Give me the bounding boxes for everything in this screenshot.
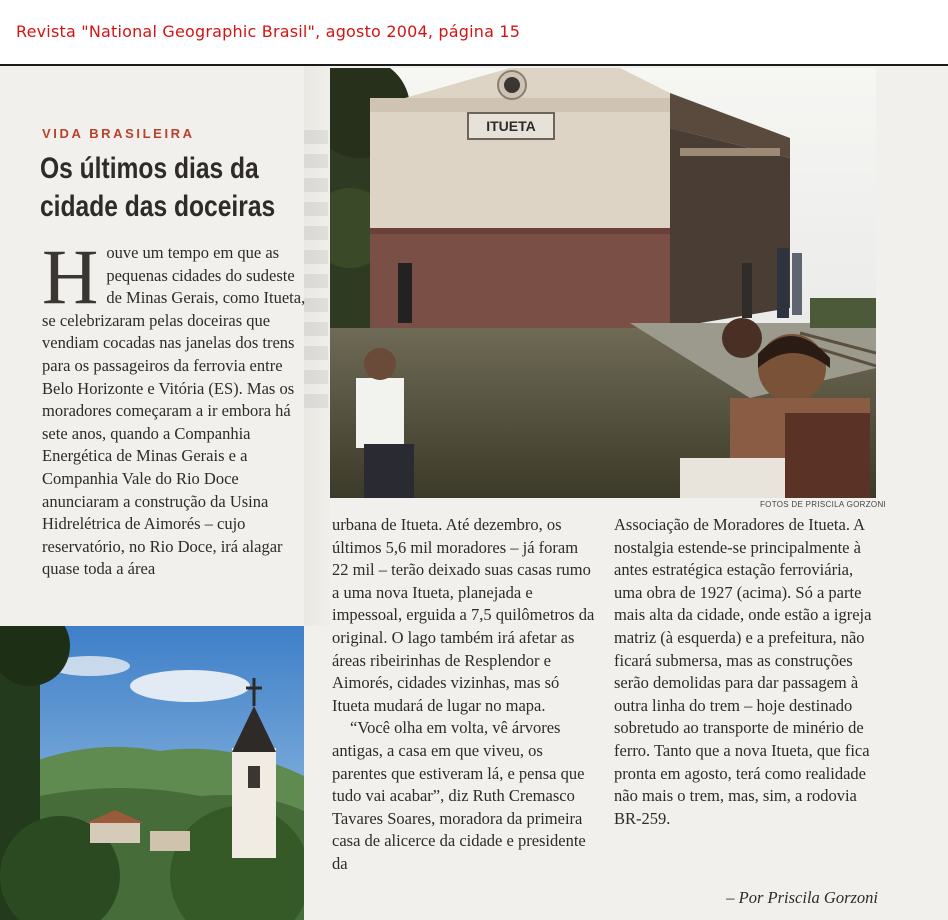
church-photo (0, 626, 304, 920)
station-sign: ITUETA (486, 118, 536, 134)
headline-line-2: cidade das doceiras (40, 190, 276, 223)
photo-credit: FOTOS DE PRISCILA GORZONI (760, 500, 887, 509)
column-2-paragraph-2: “Você olha em volta, vê árvores antigas, a casa em que viveu, os parentes que estiveram lá, e pensa que tudo vai acabar”, diz Ruth Cremasco Tavares Soares, moradora da primeira casa de alicerce da cidade e presidente da (332, 718, 586, 873)
source-caption-bar (0, 0, 948, 66)
article-column-2 (332, 514, 596, 876)
column-3-text: Associação de Moradores de Itueta. A nostalgia estende-se principalmente à antes estratégica estação ferroviária, uma obra de 1927 (acima). Só a parte mais alta da cidade, onde estão a igreja matriz (à esquerda) e a prefeitura, não ficará submersa, mas as construções serão demolidas para dar passagem à outra linha do trem – hoje destinado sobretudo ao transporte de minério de ferro. Tanto que a nova Itueta, que fica pronta em agosto, terá como realidade não mais o trem, mas, sim, a rodovia BR-259. (614, 515, 872, 828)
article-headline (40, 150, 276, 226)
article-column-3 (614, 514, 880, 830)
source-caption: Revista "National Geographic Brasil", agosto 2004, página 15 (16, 22, 521, 41)
column-1-text: ouve um tempo em que as pequenas cidades do sudeste de Minas Gerais, como Itueta, se celebrizaram pelas doceiras que vendiam cocadas nas janelas dos trens para os passageiros da ferrovia entre Belo Horizonte e Vitória (ES). Mas os moradores começaram a ir embora há sete anos, quando a Companhia Energética de Minas Gerais e a Companhia Vale do Rio Doce anunciaram a construção da Usina Hidrelétrica de Aimorés – cujo reservatório, no Rio Doce, irá alagar quase toda a área (42, 243, 306, 579)
article-byline: – Por Priscila Gorzoni (726, 888, 878, 907)
column-2-paragraph-1: urbana de Itueta. Até dezembro, os últimos 5,6 mil moradores – já foram 22 mil – terão deixado suas casas rumo a uma nova Itueta, planejada e impessoal, erguida a 7,5 quilômetros da original. O lago também irá afetar as áreas ribeirinhas de Resplendor e Aimorés, cidades vizinhas, mas só Itueta mudará de lugar no mapa. (332, 515, 595, 715)
section-label: VIDA BRASILEIRA (42, 126, 195, 141)
station-photo (330, 68, 876, 498)
headline-line-1: Os últimos dias da (40, 152, 259, 185)
drop-cap: H (42, 233, 99, 320)
article-column-1 (42, 233, 310, 581)
